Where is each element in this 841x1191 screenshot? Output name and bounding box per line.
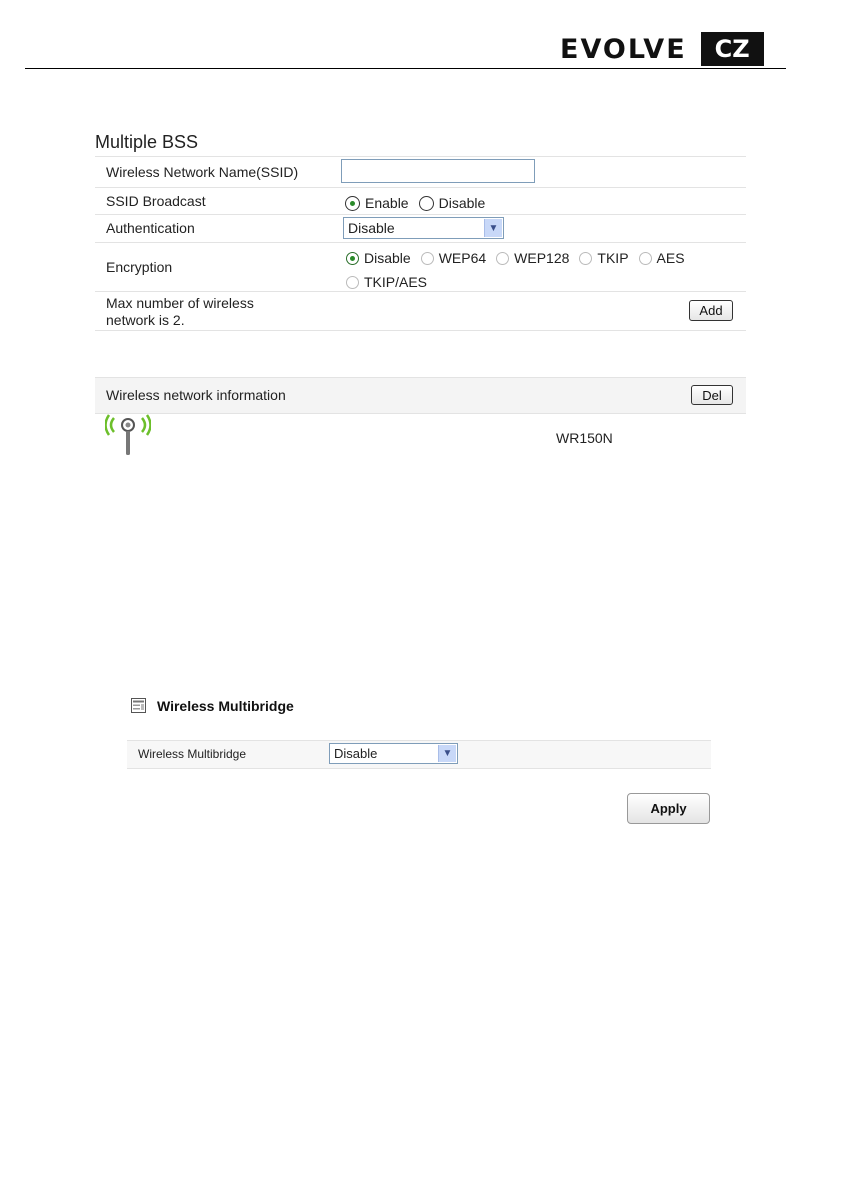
model-name: WR150N	[556, 430, 613, 446]
broadcast-enable-option[interactable]	[345, 195, 409, 211]
brand-tag: CZ	[701, 32, 764, 66]
ssid-broadcast-radios	[345, 195, 495, 211]
wireless-info-label: Wireless network information	[106, 387, 286, 403]
chevron-down-icon[interactable]: ▼	[438, 745, 456, 762]
max-network-note-line2: network is 2.	[106, 312, 185, 328]
encryption-label: Encryption	[106, 259, 173, 275]
del-button[interactable]: Del	[691, 385, 733, 405]
radio-unselected-icon[interactable]	[496, 252, 509, 265]
add-button[interactable]: Add	[689, 300, 733, 321]
encryption-tkip-label: TKIP	[597, 250, 629, 266]
broadcast-disable-option[interactable]	[419, 195, 486, 211]
authentication-select-value: Disable	[348, 220, 395, 236]
encryption-radios-line2	[346, 274, 437, 290]
radio-selected-icon[interactable]	[346, 252, 359, 265]
max-network-note-line1: Max number of wireless	[106, 295, 254, 311]
section-title-multiple-bss: Multiple BSS	[95, 132, 199, 152]
brand-word: EVOLVE	[560, 33, 687, 65]
encryption-wep64-label: WEP64	[438, 250, 487, 266]
section-title-wireless-multibridge: Wireless Multibridge	[157, 698, 294, 714]
wireless-info-row	[95, 377, 746, 414]
radio-selected-icon[interactable]	[345, 196, 360, 211]
max-network-note	[106, 295, 254, 329]
max-network-row	[95, 291, 746, 331]
multibridge-select-value: Disable	[334, 746, 378, 761]
encryption-wep128-label: WEP128	[514, 250, 570, 266]
encryption-tkip-option[interactable]	[579, 250, 628, 266]
apply-button[interactable]: Apply	[627, 793, 710, 824]
broadcast-disable-label: Disable	[438, 195, 486, 211]
encryption-wep64-option[interactable]	[421, 250, 486, 266]
authentication-select[interactable]	[343, 217, 504, 239]
radio-unselected-icon[interactable]	[579, 252, 592, 265]
authentication-label: Authentication	[106, 220, 195, 236]
encryption-tkip-aes-option[interactable]	[346, 274, 427, 290]
encryption-aes-option[interactable]	[639, 250, 685, 266]
wireless-antenna-icon	[105, 414, 151, 456]
broadcast-enable-label: Enable	[365, 195, 409, 211]
encryption-disable-option[interactable]	[346, 250, 411, 266]
encryption-disable-label: Disable	[364, 250, 411, 266]
header-rule	[25, 68, 786, 69]
radio-unselected-icon[interactable]	[421, 252, 434, 265]
encryption-aes-label: AES	[656, 250, 685, 266]
ssid-broadcast-label: SSID Broadcast	[106, 193, 206, 209]
ssid-label: Wireless Network Name(SSID)	[106, 164, 299, 180]
radio-unselected-icon[interactable]	[346, 276, 359, 289]
radio-unselected-icon[interactable]	[639, 252, 652, 265]
encryption-radios-line1	[346, 250, 695, 266]
encryption-tkip-aes-label: TKIP/AES	[364, 274, 428, 290]
brand-logo	[560, 34, 764, 64]
radio-unselected-icon[interactable]	[419, 196, 434, 211]
multibridge-select[interactable]	[329, 743, 458, 764]
encryption-wep128-option[interactable]	[496, 250, 569, 266]
panel-icon	[131, 698, 146, 713]
ssid-input[interactable]	[341, 159, 535, 183]
chevron-down-icon[interactable]: ▼	[484, 219, 502, 237]
multibridge-label: Wireless Multibridge	[138, 747, 247, 761]
